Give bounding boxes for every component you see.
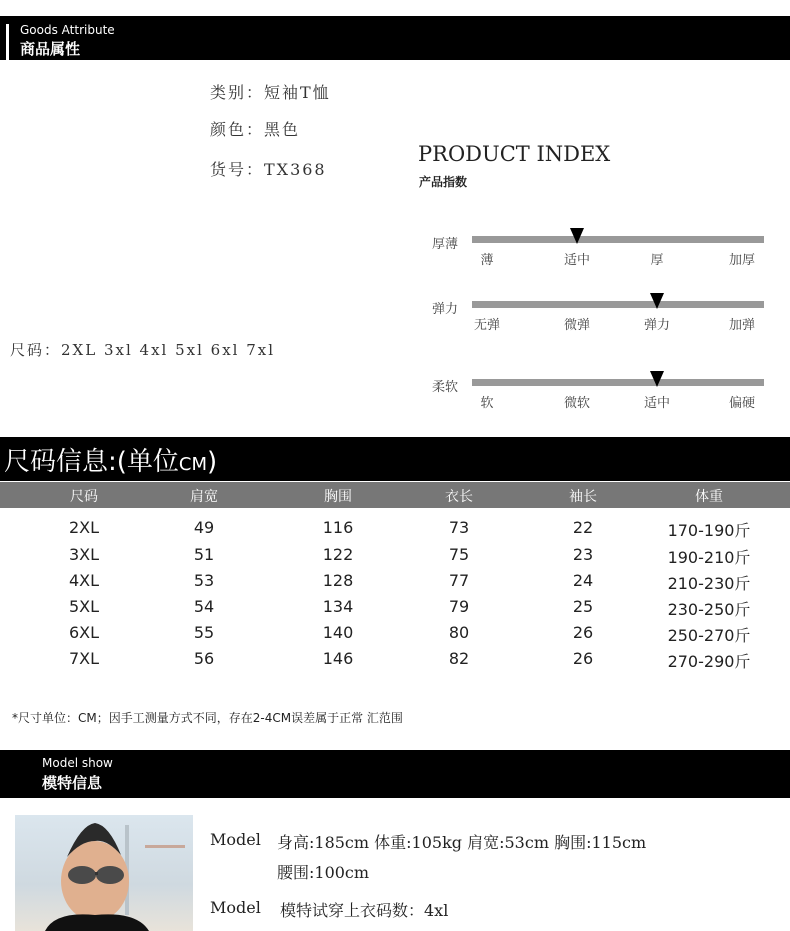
goods-attribute-title-zh: 商品属性: [20, 40, 81, 58]
size-table-header: [0, 482, 790, 508]
table-cell: 5XL: [68, 597, 100, 616]
header-accent-bar: [6, 24, 9, 60]
table-header-cell: 体重: [695, 489, 723, 505]
scale-option: 软: [480, 396, 494, 411]
scale-option: 薄: [480, 253, 494, 268]
table-cell: 24: [572, 571, 594, 590]
attr-item-no: 货号：TX368: [210, 160, 327, 179]
table-cell: 26: [572, 649, 594, 668]
table-cell: 170-190斤: [667, 521, 751, 540]
attr-color: 颜色：黑色: [210, 120, 301, 139]
table-header-cell: 尺码: [70, 489, 98, 505]
table-cell: 210-230斤: [667, 574, 751, 593]
scale-option: 微弹: [563, 318, 591, 333]
table-cell: 270-290斤: [667, 652, 751, 671]
table-cell: 25: [572, 597, 594, 616]
model-size-worn: 模特试穿上衣码数：4xl: [280, 901, 449, 920]
model-show-title-zh: 模特信息: [42, 774, 103, 792]
goods-attribute-header: [0, 16, 790, 60]
table-cell: 49: [193, 518, 215, 537]
model-measurements: 身高:185cm 体重:105kg 肩宽:53cm 胸围:115cm: [277, 833, 647, 852]
table-header-cell: 肩宽: [190, 489, 218, 505]
size-info-title: 尺码信息:(单位CM): [4, 447, 218, 477]
table-cell: 140: [322, 623, 354, 642]
scale-option: 厚: [650, 253, 664, 268]
model-show-header: [0, 750, 790, 798]
scale-bar: [472, 236, 764, 243]
table-cell: 7XL: [68, 649, 100, 668]
scale-marker-icon: [570, 228, 584, 244]
table-cell: 73: [448, 518, 470, 537]
table-cell: 77: [448, 571, 470, 590]
table-cell: 128: [322, 571, 354, 590]
size-info-header: [0, 437, 790, 481]
scale-option: 适中: [563, 253, 591, 268]
product-index-title: PRODUCT INDEX: [418, 142, 611, 166]
model-label-2: Model: [210, 898, 261, 917]
scale-marker-icon: [650, 293, 664, 309]
table-cell: 55: [193, 623, 215, 642]
table-cell: 230-250斤: [667, 600, 751, 619]
attr-sizes: 尺码：2XL 3xl 4xl 5xl 6xl 7xl: [10, 341, 276, 359]
scale-label: 厚薄: [432, 237, 459, 252]
table-header-cell: 袖长: [569, 489, 597, 505]
table-header-cell: 胸围: [324, 489, 352, 505]
table-cell: 134: [322, 597, 354, 616]
table-cell: 4XL: [68, 571, 100, 590]
scale-bar: [472, 301, 764, 308]
goods-attribute-title-en: Goods Attribute: [20, 23, 115, 37]
table-cell: 80: [448, 623, 470, 642]
scale-option: 无弹: [473, 318, 501, 333]
table-cell: 3XL: [68, 545, 100, 564]
table-cell: 250-270斤: [667, 626, 751, 645]
product-index-subtitle: 产品指数: [419, 175, 468, 189]
table-cell: 79: [448, 597, 470, 616]
scale-option: 适中: [643, 396, 671, 411]
table-cell: 54: [193, 597, 215, 616]
table-cell: 53: [193, 571, 215, 590]
table-cell: 146: [322, 649, 354, 668]
scale-option: 微软: [563, 396, 591, 411]
table-cell: 75: [448, 545, 470, 564]
table-cell: 116: [322, 518, 354, 537]
table-cell: 51: [193, 545, 215, 564]
model-photo: [15, 815, 193, 931]
model-photo-illustration: [15, 815, 193, 931]
scale-option: 偏硬: [728, 396, 756, 411]
table-cell: 26: [572, 623, 594, 642]
attr-category: 类别：短袖T恤: [210, 83, 331, 102]
model-waist: 腰围:100cm: [277, 863, 370, 882]
table-cell: 2XL: [68, 518, 100, 537]
table-cell: 82: [448, 649, 470, 668]
model-label-1: Model: [210, 830, 261, 849]
table-cell: 190-210斤: [667, 548, 751, 567]
table-cell: 56: [193, 649, 215, 668]
table-cell: 22: [572, 518, 594, 537]
scale-label: 弹力: [432, 302, 459, 317]
table-cell: 6XL: [68, 623, 100, 642]
scale-option: 加弹: [728, 318, 756, 333]
scale-marker-icon: [650, 371, 664, 387]
table-header-cell: 衣长: [445, 489, 473, 505]
scale-option: 加厚: [728, 253, 756, 268]
scale-label: 柔软: [432, 380, 459, 395]
table-cell: 122: [322, 545, 354, 564]
table-cell: 23: [572, 545, 594, 564]
model-show-title-en: Model show: [42, 756, 113, 770]
scale-option: 弹力: [643, 318, 671, 333]
measurement-note: *尺寸单位：CM；因手工测量方式不同，存在2-4CM误差属于正常 汇范围: [12, 711, 403, 725]
scale-bar: [472, 379, 764, 386]
